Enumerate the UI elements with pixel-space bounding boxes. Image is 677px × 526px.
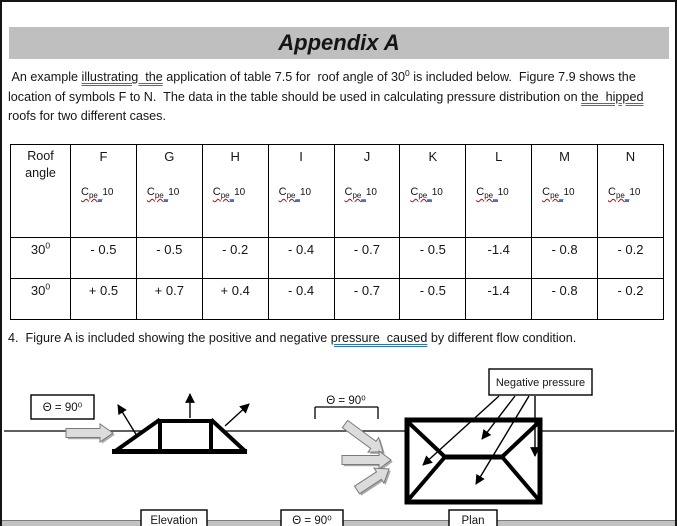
zone-letter: I: [299, 149, 303, 164]
zone-letter: M: [559, 149, 570, 164]
coef-suffix: 10: [563, 187, 575, 198]
text-run: pressure caused: [330, 331, 428, 345]
elevation-caption-text: Elevation: [150, 515, 198, 526]
zone-letter: H: [230, 149, 240, 164]
coefficient-value-cell: - 0.7: [334, 279, 400, 320]
corner-header-cell: Roof angle: [11, 145, 71, 238]
coefficient-label: [476, 186, 530, 200]
negative-pressure-text: Negative pressure: [495, 377, 586, 389]
coefficient-value-cell: - 0.5: [71, 238, 137, 279]
text-run: is included below. Figure 7.9 shows the location of symbols F to N. The data in the table should be used in calculating pressure distribution on: [8, 70, 640, 104]
coefficient-value-cell: + 0.5: [71, 279, 137, 320]
coef-base: C: [212, 186, 221, 198]
coef-suffix: 10: [299, 187, 312, 198]
intro-paragraph: [8, 68, 674, 127]
coef-subscript: pe: [352, 191, 362, 201]
table-wrap: [10, 144, 664, 320]
zone-letter: L: [495, 149, 503, 164]
angle-value: 30: [30, 283, 46, 298]
angle-superscript: 0: [45, 281, 51, 292]
coef-subscript: pe: [88, 191, 98, 201]
zone-letter: F: [99, 149, 108, 164]
coef-suffix: 10: [234, 187, 246, 198]
angle-value: 30: [30, 242, 46, 257]
coef-subscript: pe: [418, 191, 428, 201]
page-title: Appendix A: [9, 27, 669, 59]
wind-arrow: [355, 468, 390, 494]
coefficient-value-cell: -1.4: [466, 238, 532, 279]
coefficient-value-cell: + 0.4: [202, 279, 268, 320]
coef-suffix: 10: [365, 187, 377, 198]
text-run: by different flow condition.: [427, 331, 577, 345]
coefficient-value-cell: + 0.7: [136, 279, 202, 320]
coefficient-value-cell: -1.4: [466, 279, 532, 320]
coefficient-value-cell: - 0.8: [532, 279, 598, 320]
column-header-cell: [466, 145, 532, 238]
zone-letter: N: [625, 149, 636, 164]
coefficient-value-cell: - 0.2: [598, 238, 664, 279]
coefficient-label: [279, 186, 333, 200]
suction-arrow-right: [225, 404, 249, 426]
coefficient-label: [147, 186, 201, 200]
zone-letter: K: [428, 149, 438, 164]
coef-base: C: [476, 186, 485, 198]
column-header-cell: [71, 145, 137, 238]
coef-underscore: _: [163, 191, 169, 201]
coef-base: C: [410, 186, 419, 198]
coef-underscore: _: [229, 191, 235, 201]
elevation-view: [112, 394, 249, 453]
wind-arrow: [342, 420, 383, 452]
coef-underscore: _: [295, 191, 300, 201]
coef-underscore: _: [97, 191, 103, 201]
coefficient-label: [345, 186, 399, 200]
caption-plan: [449, 510, 497, 526]
coef-base: C: [146, 186, 155, 198]
coefficient-label: [410, 186, 464, 200]
coef-underscore: _: [493, 191, 498, 201]
item-4-paragraph: [8, 329, 674, 349]
text-run: the hipped: [581, 89, 644, 104]
theta-label-plan: [315, 395, 378, 419]
coef-subscript: pe: [154, 191, 164, 201]
pressure-coefficient-table: [10, 144, 664, 320]
text-run: 4. Figure A is included showing the positive and negative: [8, 331, 331, 345]
coef-base: C: [542, 186, 551, 198]
text-run: An example: [8, 70, 82, 84]
theta-plan-text: Θ = 90⁰: [326, 395, 366, 407]
theta-left-text: Θ = 90⁰: [42, 402, 83, 414]
coef-suffix: 10: [168, 187, 180, 198]
coef-underscore: _: [427, 191, 432, 201]
column-header-cell: [598, 145, 664, 238]
column-header-cell: [532, 145, 598, 238]
coefficient-value-cell: - 0.7: [334, 238, 400, 279]
plan-caption-text: Plan: [461, 515, 485, 526]
coef-underscore: _: [558, 191, 564, 201]
coef-underscore: _: [361, 191, 366, 201]
text-run: roofs for two different cases.: [8, 89, 647, 123]
coef-base: C: [81, 186, 89, 198]
coef-base: C: [608, 186, 616, 198]
coefficient-label: [542, 186, 596, 200]
coefficient-value-cell: - 0.5: [400, 238, 466, 279]
coefficient-label: [81, 186, 135, 200]
caption-elevation: [141, 510, 207, 526]
coef-subscript: pe: [484, 191, 494, 201]
column-header-cell: [202, 145, 268, 238]
coef-subscript: pe: [615, 191, 625, 201]
theta-caption-text: Θ = 90⁰: [292, 515, 332, 526]
coefficient-label: [213, 186, 267, 200]
theta-label-left: [31, 395, 94, 419]
coef-suffix: 10: [431, 187, 443, 198]
column-header-cell: [400, 145, 466, 238]
caption-theta: [281, 510, 343, 526]
text-run: 0: [404, 67, 410, 78]
text-run: application of table 7.5 for roof angle of 30: [162, 70, 405, 84]
wind-flow-arrows: [66, 420, 393, 495]
column-header-cell: [136, 145, 202, 238]
coefficient-value-cell: - 0.8: [532, 238, 598, 279]
theta-plan-bracket: [315, 407, 378, 419]
coef-subscript: pe: [286, 191, 296, 201]
coef-suffix: 10: [102, 187, 114, 198]
coefficient-value-cell: - 0.4: [268, 238, 334, 279]
zone-letter: G: [164, 149, 175, 164]
roof-angle-cell: [11, 238, 71, 279]
coef-base: C: [278, 186, 287, 198]
coefficient-value-cell: - 0.5: [400, 279, 466, 320]
text-run: illustrating the: [81, 70, 163, 84]
coefficient-value-cell: - 0.2: [202, 238, 268, 279]
table-row: [11, 238, 664, 279]
coefficient-label: [608, 186, 662, 200]
coef-suffix: 10: [497, 187, 509, 198]
coefficient-value-cell: - 0.4: [268, 279, 334, 320]
column-header-cell: [334, 145, 400, 238]
zone-letter: J: [363, 149, 371, 164]
table-row: [11, 279, 664, 320]
angle-superscript: 0: [45, 240, 51, 251]
coefficient-value-cell: - 0.5: [136, 238, 202, 279]
coef-subscript: pe: [220, 191, 230, 201]
figure-a-drawing: [2, 360, 677, 526]
column-header-cell: [268, 145, 334, 238]
coef-base: C: [344, 186, 353, 198]
coefficient-value-cell: - 0.2: [598, 279, 664, 320]
coef-underscore: _: [624, 191, 630, 201]
coef-subscript: pe: [550, 191, 559, 201]
coef-suffix: 10: [629, 187, 641, 198]
roof-angle-cell: [11, 279, 71, 320]
